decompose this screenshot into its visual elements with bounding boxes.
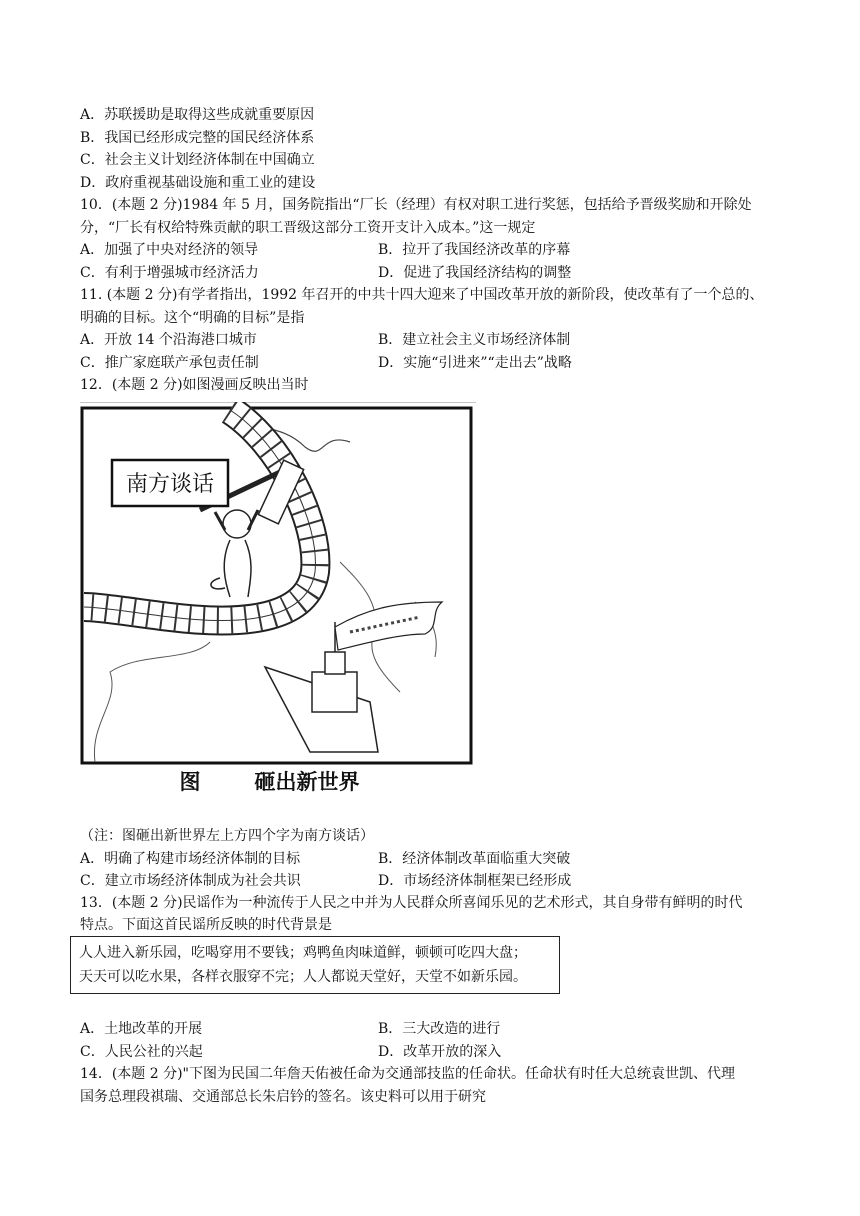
q13-stem-line1: 13．(本题 2 分)民谣作为一种流传于人民之中并为人民群众所喜闻乐见的艺术形式，其自身带有鲜明的时代 — [80, 895, 743, 911]
q14-stem-line1: 14．(本题 2 分)"下图为民国二年詹天佑被任命为交通部技监的任命状。任命状有时任大总统袁世凯、代理 — [80, 1066, 735, 1082]
q10-option-d: D．促进了我国经济结构的调整 — [378, 265, 572, 281]
q10-option-a: A．加强了中央对经济的领导 — [80, 242, 259, 258]
folk-rhyme-line2: 天天可以吃水果，各样衣服穿不完；人人都说天堂好，天堂不如新乐园。 — [79, 969, 527, 985]
q13-stem-line2: 特点。下面这首民谣所反映的时代背景是 — [80, 917, 332, 933]
q10-stem-line2: 分，“厂长有权给特殊贡献的职工晋级这部分工资开支计入成本。”这一规定 — [80, 220, 536, 236]
q12-option-d: D．市场经济体制框架已经形成 — [378, 873, 572, 889]
q9-option-c: C．社会主义计划经济体制在中国确立 — [80, 152, 315, 168]
cartoon-figure — [80, 402, 476, 800]
q13-option-b: B．三大改造的进行 — [378, 1021, 501, 1037]
q10-stem-line1: 10．(本题 2 分)1984 年 5 月，国务院指出“厂长（经理）有权对职工进行奖惩，包括给予晋级奖励和开除处 — [80, 197, 752, 213]
q12-figure-note: （注：图砸出新世界左上方四个字为南方谈话） — [80, 828, 374, 844]
q10-option-b: B．拉开了我国经济改革的序幕 — [378, 242, 571, 258]
q12-stem: 12．(本题 2 分)如图漫画反映出当时 — [80, 377, 309, 393]
q11-option-b: B．建立社会主义市场经济体制 — [378, 332, 571, 348]
q11-stem-line2: 明确的目标。这个“明确的目标”是指 — [80, 310, 305, 326]
q9-option-b: B．我国已经形成完整的国民经济体系 — [80, 130, 315, 146]
folk-rhyme-box — [70, 936, 560, 994]
q10-option-c: C．有利于增强城市经济活力 — [80, 265, 259, 281]
q13-option-d: D．改革开放的深入 — [378, 1044, 502, 1060]
q9-option-a: A．苏联援助是取得这些成就重要原因 — [80, 107, 315, 123]
q11-option-d: D．实施“引进来”“走出去”战略 — [378, 355, 572, 371]
q11-option-c: C．推广家庭联产承包责任制 — [80, 355, 259, 371]
q12-option-c: C．建立市场经济体制成为社会共识 — [80, 873, 301, 889]
q11-option-a: A．开放 14 个沿海港口城市 — [80, 332, 257, 348]
cartoon-caption-prefix: 图 — [179, 770, 201, 794]
folk-rhyme-line1: 人人进入新乐园，吃喝穿用不要钱；鸡鸭鱼肉味道鲜，顿顿可吃四大盘； — [79, 945, 527, 961]
cartoon-sign-text: 南方谈话 — [125, 472, 215, 497]
q12-option-a: A．明确了构建市场经济体制的目标 — [80, 851, 301, 867]
cartoon-caption-title: 砸出新世界 — [254, 770, 360, 794]
q13-option-c: C．人民公社的兴起 — [80, 1044, 203, 1060]
q13-option-a: A．土地改革的开展 — [80, 1021, 203, 1037]
q14-stem-line2: 国务总理段祺瑞、交通部总长朱启钤的签名。该史料可以用于研究 — [80, 1089, 486, 1105]
q11-stem-line1: 11. (本题 2 分)有学者指出，1992 年召开的中共十四大迎来了中国改革开放的新阶段，使改革有了一个总的、 — [80, 287, 764, 303]
q12-option-b: B．经济体制改革面临重大突破 — [378, 851, 571, 867]
q9-option-d: D．政府重视基础设施和重工业的建设 — [80, 175, 316, 191]
